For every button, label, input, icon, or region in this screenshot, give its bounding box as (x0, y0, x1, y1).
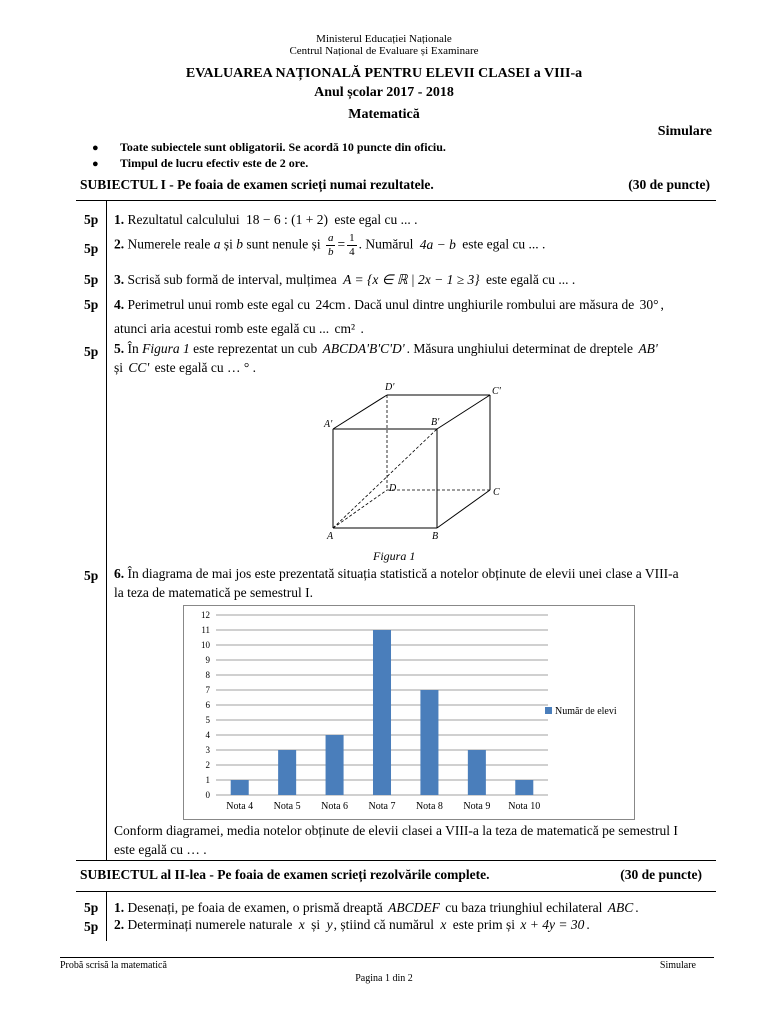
item5-cube-name: ABCDA'B'C'D' (322, 341, 405, 356)
bar-nota-8 (420, 690, 438, 795)
item6-text-line2: la teza de matematică pe semestrul I. (114, 585, 314, 600)
item2-tail: este egal cu ... . (462, 236, 546, 252)
x-tick-label: Nota 4 (226, 801, 254, 812)
s2-item2-and: și (311, 917, 321, 932)
item4-number: 4. (114, 297, 125, 312)
item4-lead: Perimetrul unui romb este egal cu (127, 297, 311, 312)
item4-points: 5p (84, 297, 99, 312)
item5-in: În (127, 341, 139, 356)
item2-var-a: a (213, 236, 221, 252)
item1-points: 5p (84, 212, 99, 227)
subject2-points: (30 de puncte) (620, 867, 702, 882)
item4-text-line1 (114, 297, 664, 313)
y-tick-label: 9 (205, 655, 210, 665)
label-d: D (389, 483, 397, 494)
item6-question-line2: este egală cu … . (114, 842, 207, 857)
x-tick-label: Nota 6 (321, 801, 349, 812)
s2-item1-triangle: ABC (607, 900, 634, 915)
bar-nota-6 (326, 735, 344, 795)
edge-a1d1 (333, 395, 387, 429)
x-tick-label: Nota 5 (273, 801, 301, 812)
y-tick-label: 5 (205, 715, 210, 725)
item5-mid: este reprezentat un cub (193, 341, 318, 356)
subject1-divider (76, 200, 716, 201)
diagonal-ab1 (333, 429, 437, 528)
item5-figure-ref: Figura 1 (142, 341, 190, 356)
bullet-icon: ● (92, 142, 99, 154)
item5-number: 5. (114, 341, 125, 356)
item2-lead: Numerele reale (127, 236, 211, 252)
item3-number: 3. (114, 272, 125, 287)
item1-tail: este egal cu ... . (334, 212, 418, 227)
instruction-2: Timpul de lucru efectiv este de 2 ore. (120, 156, 309, 170)
s2-item2-var-y: y (326, 917, 333, 932)
exam-type: Simulare (657, 124, 712, 139)
chart-legend (545, 706, 617, 717)
legend-label: Număr de elevi (555, 706, 617, 717)
bar-nota-4 (231, 780, 249, 795)
edge-ad-hidden (333, 490, 387, 528)
s2-item2-period: . (586, 917, 590, 932)
x-tick-label: Nota 8 (415, 801, 443, 812)
subject2-points-column-divider (106, 891, 107, 941)
item5-text-line1 (114, 341, 658, 357)
item2-equals: = (337, 236, 346, 252)
s2-item2-lead: Determinați numerele naturale (127, 917, 293, 932)
y-tick-label: 3 (205, 745, 210, 755)
bar-nota-10 (515, 780, 533, 795)
y-tick-label: 6 (205, 700, 210, 710)
item6-points: 5p (84, 568, 99, 583)
item5-line-ab1: AB' (638, 341, 658, 356)
item5-points: 5p (84, 344, 99, 359)
bar-nota-9 (468, 750, 486, 795)
s2-item1-points: 5p (84, 900, 99, 915)
subject-name: Matematică (348, 107, 420, 122)
item3-points: 5p (84, 272, 99, 287)
footer-left: Probă scrisă la matematică (60, 960, 167, 971)
item2-var-b: b (236, 236, 243, 252)
school-year: Anul școlar 2017 - 2018 (314, 85, 454, 100)
ministry-name: Ministerul Educației Naționale (316, 33, 452, 45)
y-tick-label: 8 (205, 670, 210, 680)
y-tick-label: 4 (205, 730, 210, 740)
item2-points: 5p (84, 241, 99, 256)
label-c: C (493, 487, 500, 498)
legend-swatch (545, 707, 552, 714)
y-tick-label: 2 (205, 760, 210, 770)
item5-and: și (114, 360, 124, 375)
item4-perimeter: 24cm (315, 297, 346, 312)
label-d1: D' (385, 382, 395, 393)
item3-tail: este egală cu ... . (486, 272, 576, 287)
item5-text-line2 (114, 360, 256, 376)
item4-mid: . Dacă unul dintre unghiurile rombului are măsura de (347, 297, 635, 312)
item5-mid2: . Măsura unghiului determinat de dreptele (406, 341, 634, 356)
footer-right: Simulare (659, 960, 696, 971)
item2-and: și (223, 236, 233, 252)
y-tick-label: 11 (201, 625, 210, 635)
edge-bc (437, 490, 490, 528)
grades-bar-chart (183, 605, 635, 820)
label-b1: B' (431, 417, 440, 428)
footer-divider (60, 957, 714, 958)
item4-unit: cm² (334, 321, 356, 336)
item3-text (114, 272, 575, 288)
s2-item2-equation: x + 4y = 30 (520, 917, 585, 932)
bar-nota-7 (373, 630, 391, 795)
item2-fraction-quarter: $\frac{1}{4}$ (349, 232, 355, 258)
y-tick-label: 1 (205, 775, 210, 785)
s2-item1-mid: cu baza triunghiul echilateral (445, 900, 603, 915)
s2-item2-points: 5p (84, 919, 99, 934)
item6-number: 6. (114, 566, 125, 581)
s2-item1-prism: ABCDEF (388, 900, 440, 915)
s2-item1-text (114, 900, 639, 916)
x-tick-label: Nota 7 (368, 801, 396, 812)
s2-item2-text (114, 917, 590, 933)
s2-item1-number: 1. (114, 900, 125, 915)
y-tick-label: 0 (205, 790, 210, 800)
subject2-divider (76, 891, 716, 892)
label-b: B (432, 531, 439, 542)
item6-question-line1: Conform diagramei, media notelor obținute de elevii clasei a VIII-a la teza de matematică pe semestrul I (114, 823, 678, 838)
item2-number-label: . Numărul (358, 236, 414, 252)
footer-page: Pagina 1 din 2 (355, 973, 413, 984)
points-column-divider (106, 200, 107, 860)
item4-line2: atunci aria acestui romb este egală cu ... (114, 321, 330, 336)
s2-item2-mid: , știind că numărul (333, 917, 435, 932)
item6-lead: În diagrama de mai jos este prezentată situația statistică a notelor obținute de elevii unei clase a VIII-a (127, 566, 679, 581)
item2-expression: 4a − b (419, 236, 456, 252)
item2-number: 2. (114, 236, 125, 252)
item1-text (114, 212, 418, 228)
item3-lead: Scrisă sub formă de interval, mulțimea (127, 272, 337, 287)
item4-text-line2 (114, 321, 364, 337)
s2-item1-period: . (635, 900, 639, 915)
item1-number: 1. (114, 212, 125, 227)
y-tick-label: 12 (201, 610, 210, 620)
s2-item2-var-x: x (298, 917, 305, 932)
item4-comma: , (660, 297, 664, 312)
label-c1: C' (492, 386, 501, 397)
label-a: A (327, 531, 334, 542)
label-a1: A' (324, 419, 333, 430)
y-tick-label: 7 (205, 685, 210, 695)
item6-text-line1 (114, 566, 679, 582)
item4-angle: 30° (639, 297, 659, 312)
item4-period: . (360, 321, 364, 336)
cube-figure (310, 378, 520, 546)
bullet-icon: ● (92, 158, 99, 170)
item5-tail: este egală cu … ° . (154, 360, 257, 375)
subject1-title: SUBIECTUL I - Pe foaia de examen scrieți numai rezultatele. (80, 177, 434, 192)
item3-set-expression: A = {x ∈ ℝ | 2x − 1 ≥ 3} (343, 272, 480, 287)
x-tick-label: Nota 9 (463, 801, 491, 812)
x-tick-label: Nota 10 (508, 801, 541, 812)
item2-fraction-ab: $\frac{a}{b}$ (327, 232, 334, 258)
item1-lead: Rezultatul calculului (127, 212, 240, 227)
item2-text (114, 232, 545, 259)
edge-b1c1 (437, 395, 490, 429)
instruction-1: Toate subiectele sunt obligatorii. Se acordă 10 puncte din oficiu. (120, 140, 446, 154)
center-name: Centrul Național de Evaluare și Examinare (289, 45, 479, 57)
exam-title: EVALUAREA NAȚIONALĂ PENTRU ELEVII CLASEI a VIII-a (185, 66, 583, 81)
figure-caption: Figura 1 (373, 549, 416, 563)
y-tick-label: 10 (201, 640, 210, 650)
s2-item2-prime: este prim și (452, 917, 516, 932)
item1-expression: 18 − 6 : (1 + 2) (245, 212, 328, 227)
subject2-title: SUBIECTUL al II-lea - Pe foaia de examen scrieți rezolvările complete. (80, 867, 490, 882)
item2-mid: sunt nenule și (246, 236, 321, 252)
s2-item1-lead: Desenați, pe foaia de examen, o prismă dreaptă (127, 900, 383, 915)
s2-item2-number: 2. (114, 917, 125, 932)
subject2-top-divider (76, 860, 716, 861)
item5-line-cc1: CC' (128, 360, 150, 375)
bar-nota-5 (278, 750, 296, 795)
s2-item2-var-x2: x (440, 917, 447, 932)
subject1-points: (30 de puncte) (628, 177, 710, 192)
